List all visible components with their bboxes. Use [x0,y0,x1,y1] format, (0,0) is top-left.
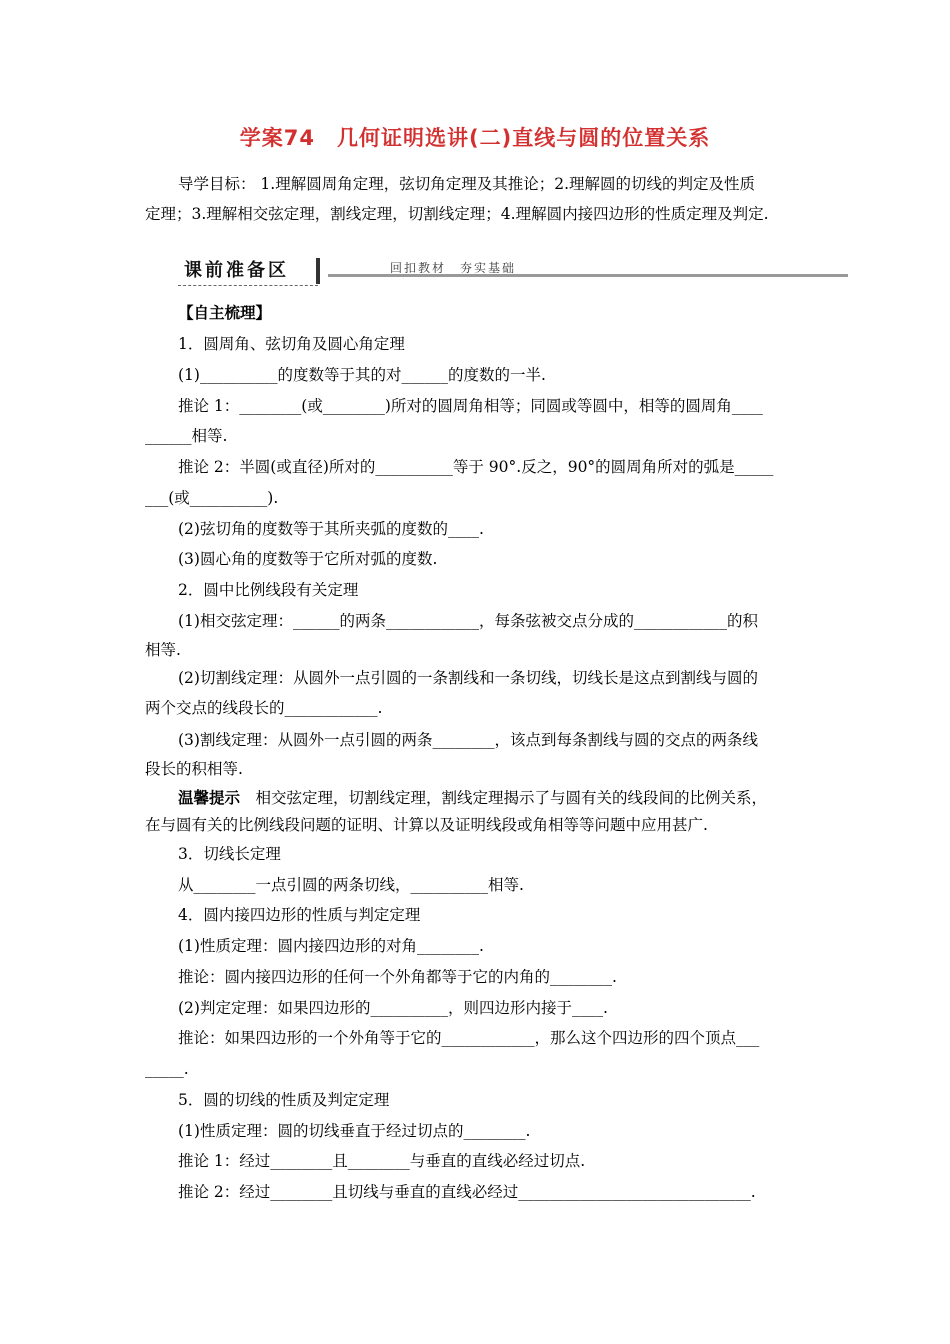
text-line: 5．圆的切线的性质及判定定理 [178,1091,390,1109]
text-line: (3)割线定理：从圆外一点引圆的两条________，该点到每条割线与圆的交点的两条线 [178,731,758,749]
banner-divider-bar [316,258,320,284]
text-line: 1．圆周角、弦切角及圆心角定理 [178,335,405,353]
tip-label: 温馨提示 [178,788,241,807]
goals-line-1: 导学目标： 1.理解圆周角定理，弦切角定理及其推论；2.理解圆的切线的判定及性质 [178,175,756,193]
text-line: 3．切线长定理 [178,845,281,863]
text-line: (3)圆心角的度数等于它所对弧的度数. [178,550,438,568]
banner-dashed-underline [178,285,318,286]
text-line: (1)性质定理：圆内接四边形的对角________. [178,937,484,955]
text-line: ___(或__________). [145,489,279,507]
text-line: 推论 2：经过________且切线与垂直的直线必经过______________________________. [178,1183,756,1201]
tip-text: 相交弦定理，切割线定理，割线定理揭示了与圆有关的线段间的比例关系， [240,789,768,807]
banner-subtitle: 回扣教材 夯实基础 [390,261,517,275]
text-line: 2．圆中比例线段有关定理 [178,581,359,599]
tip-line-1 [178,788,767,808]
text-line: 从________一点引圆的两条切线，__________相等. [178,876,524,894]
text-line: (1)__________的度数等于其的对______的度数的一半. [178,366,546,384]
section-banner [178,256,848,288]
text-line: (2)判定定理：如果四边形的__________，则四边形内接于____. [178,999,608,1017]
text-line: 4．圆内接四边形的性质与判定定理 [178,906,421,924]
text-line: (2)切割线定理：从圆外一点引圆的一条割线和一条切线，切线长是这点到割线与圆的 [178,669,758,687]
text-line: (1)性质定理：圆的切线垂直于经过切点的________. [178,1122,531,1140]
page-title: 学案74 几何证明选讲(二)直线与圆的位置关系 [239,126,711,150]
text-line: _____. [145,1060,189,1078]
text-line: (2)弦切角的度数等于其所夹弧的度数的____. [178,520,484,538]
text-line: ______相等. [145,427,228,445]
text-line: (1)相交弦定理：______的两条____________，每条弦被交点分成的____________的积 [178,612,758,630]
text-line: 推论 1：________(或________)所对的圆周角相等；同圆或等圆中，相等的圆周角____ [178,397,763,415]
section-label: 【自主梳理】 [178,303,272,322]
text-line: 段长的积相等. [145,760,243,778]
text-line: 推论：圆内接四边形的任何一个外角都等于它的内角的________. [178,968,617,986]
text-line: 推论 2：半圆(或直径)所对的__________等于 90°.反之，90°的圆周角所对的弧是_____ [178,458,774,476]
banner-title: 课前准备区 [184,260,289,281]
goals-line-2: 定理；3.理解相交弦定理，割线定理，切割线定理；4.理解圆内接四边形的性质定理及判定. [145,205,769,223]
text-line: 两个交点的线段长的____________. [145,699,383,717]
text-line: 相等. [145,641,181,659]
text-line: 推论 1：经过________且________与垂直的直线必经过切点. [178,1152,586,1170]
text-line: 推论：如果四边形的一个外角等于它的____________，那么这个四边形的四个顶点___ [178,1029,760,1047]
tip-line-2: 在与圆有关的比例线段问题的证明、计算以及证明线段或角相等等问题中应用甚广. [145,816,708,834]
